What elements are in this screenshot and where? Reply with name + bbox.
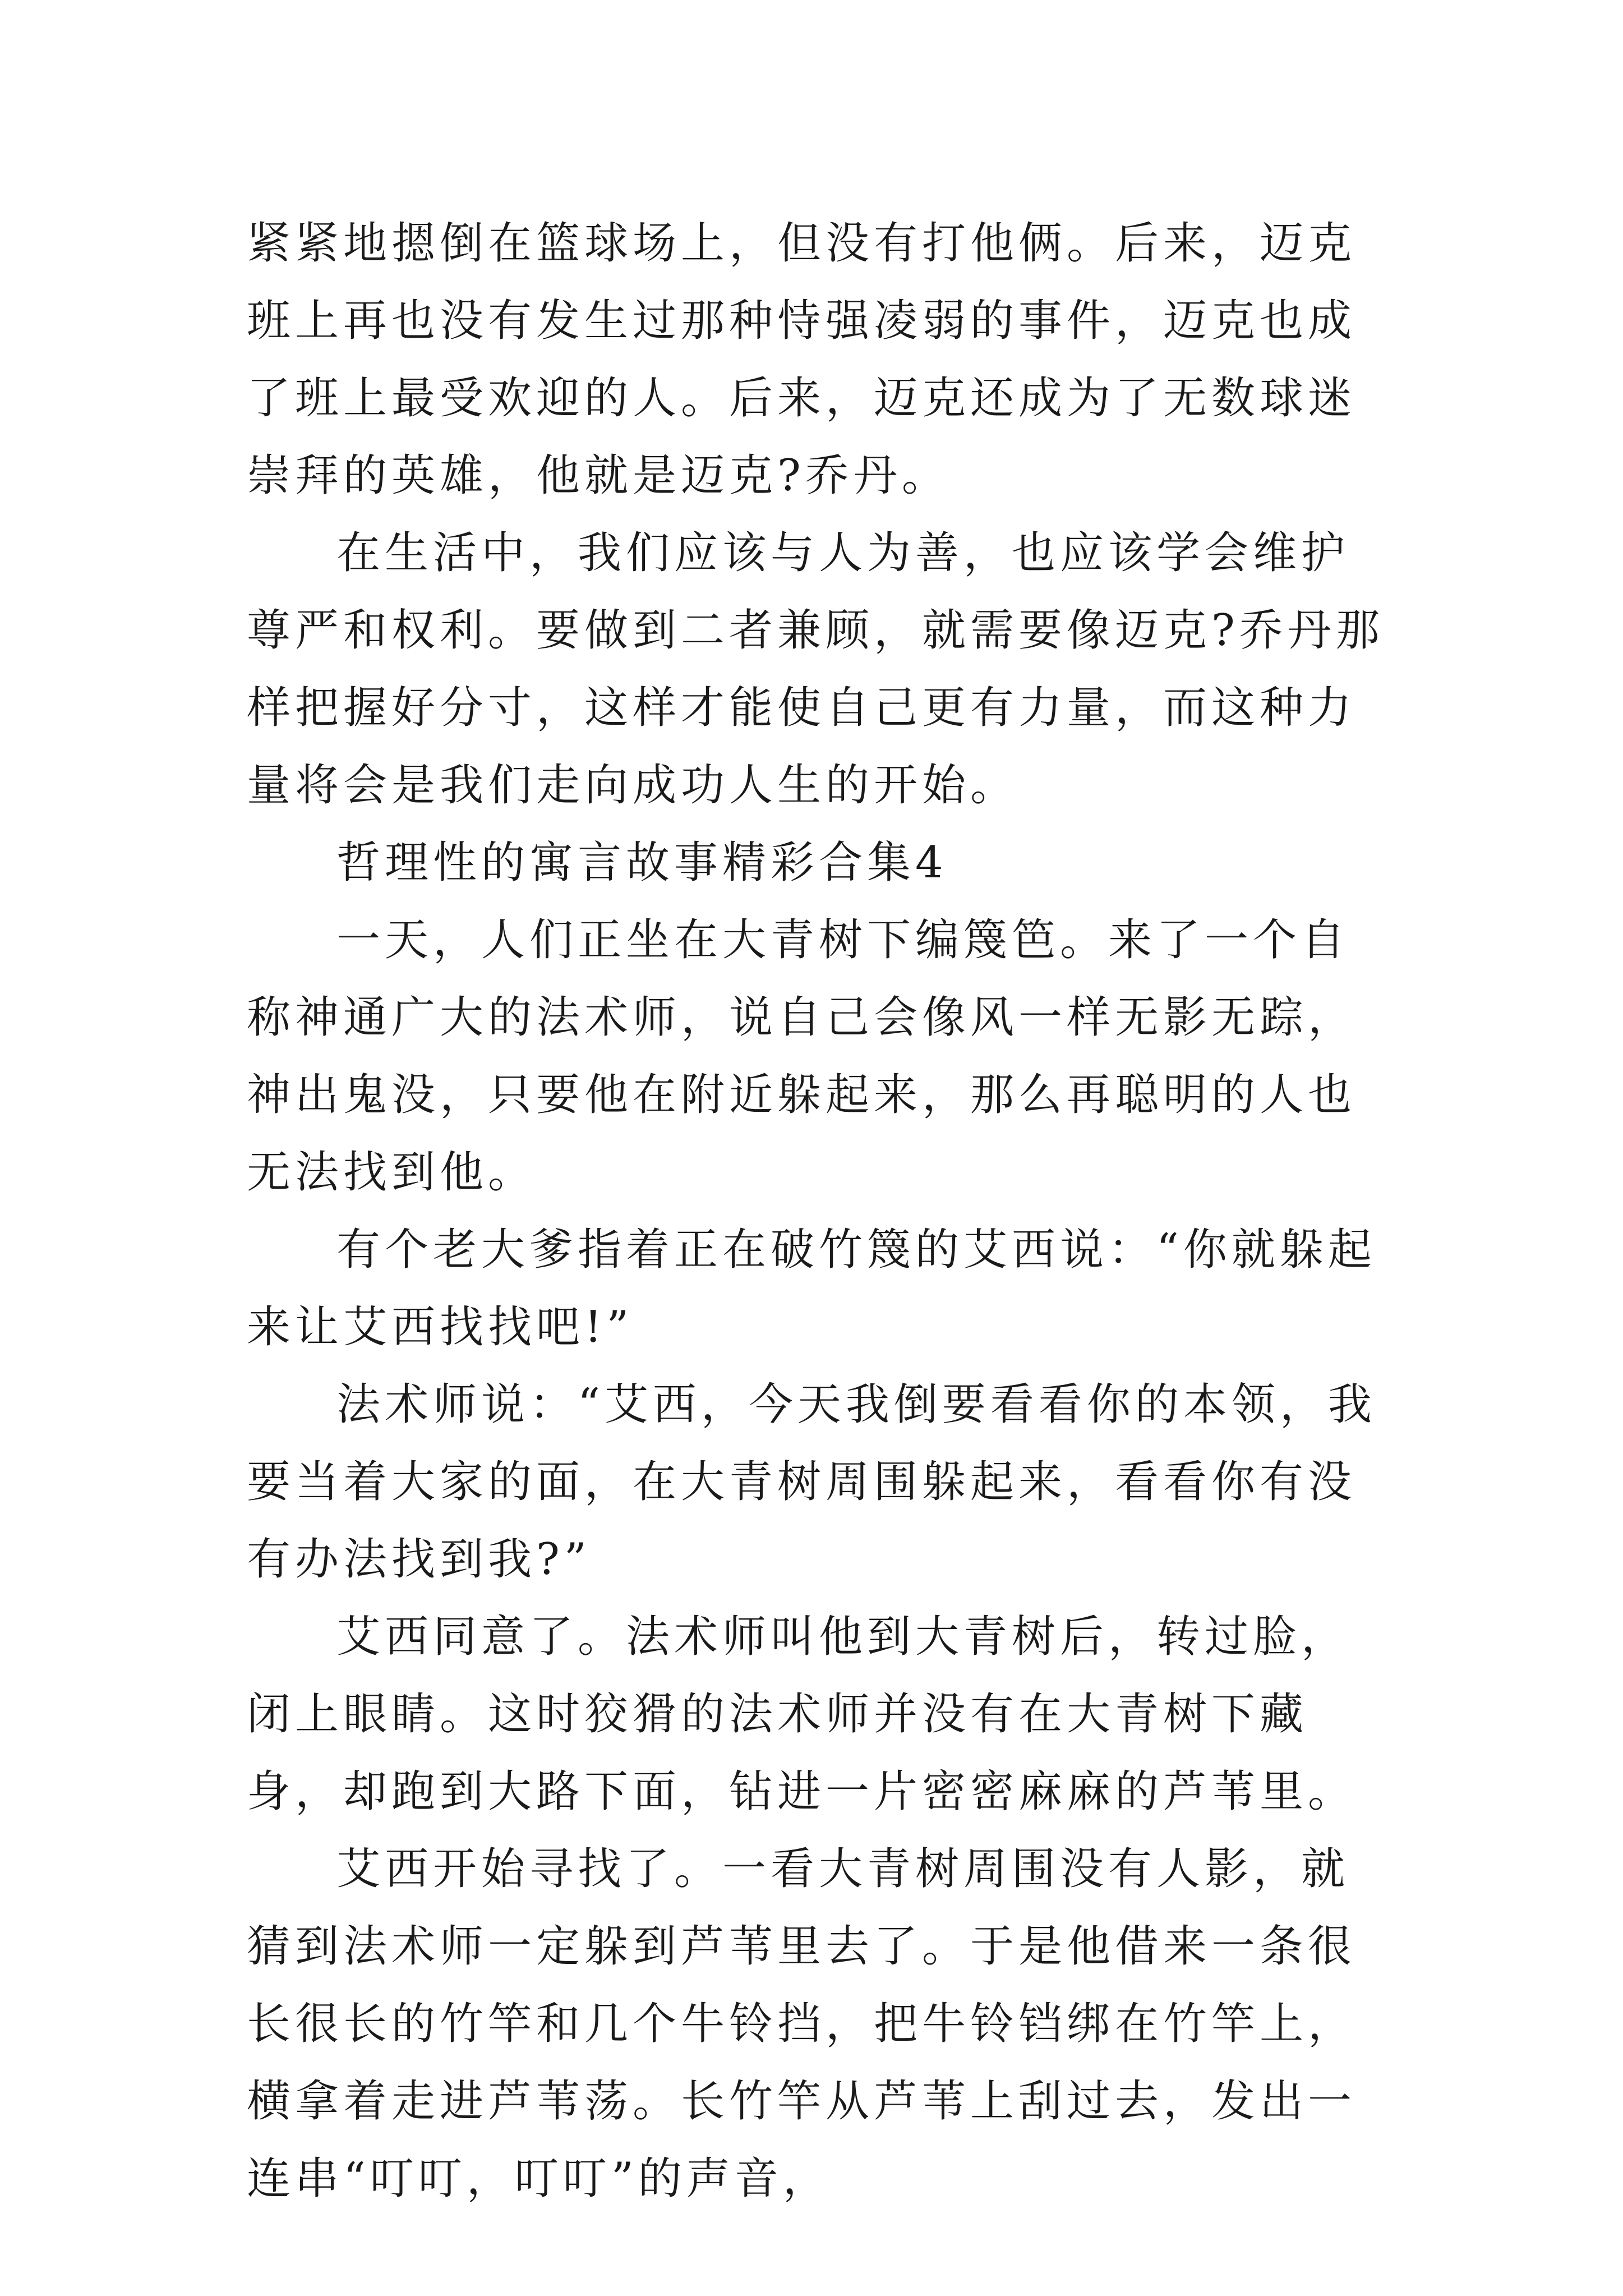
paragraph-1: 紧紧地摁倒在篮球场上，但没有打他俩。后来，迈克班上再也没有发生过那种恃强凌弱的事件，迈克也成了班上最受欢迎的人。后来，迈克还成为了无数球迷崇拜的英雄，他就是迈克?乔丹。 xyxy=(247,218,1357,501)
paragraph-4: 有个老大爹指着正在破竹篾的艾西说：“你就躲起来让艾西找找吧!” xyxy=(247,1225,1376,1352)
document-body xyxy=(247,205,1391,2217)
paragraph-3: 一天，人们正坐在大青树下编篾笆。来了一个自称神通广大的法术师，说自己会像风一样无影无踪，神出鬼没，只要他在附近躲起来，那么再聪明的人也无法找到他。 xyxy=(247,915,1357,1198)
paragraph-5: 法术师说：“艾西，今天我倒要看看你的本领，我要当着大家的面，在大青树周围躲起来，看看你有没有办法找到我?” xyxy=(247,1379,1376,1585)
paragraph-7: 艾西开始寻找了。一看大青树周围没有人影，就猜到法术师一定躲到芦苇里去了。于是他借来一条很长很长的竹竿和几个牛铃挡，把牛铃铛绑在竹竿上，横拿着走进芦苇荡。长竹竿从芦苇上刮过去，发出一连串“叮叮，叮叮”的声音， xyxy=(247,1844,1357,2204)
paragraph-2: 在生活中，我们应该与人为善，也应该学会维护尊严和权利。要做到二者兼顾，就需要像迈克?乔丹那样把握好分寸，这样才能使自己更有力量，而这种力量将会是我们走向成功人生的开始。 xyxy=(247,528,1384,811)
section-heading: 哲理性的寓言故事精彩合集4 xyxy=(336,838,948,888)
paragraph-6: 艾西同意了。法术师叫他到大青树后，转过脸，闭上眼睛。这时狡猾的法术师并没有在大青树下藏身，却跑到大路下面，钻进一片密密麻麻的芦苇里。 xyxy=(247,1612,1357,1817)
